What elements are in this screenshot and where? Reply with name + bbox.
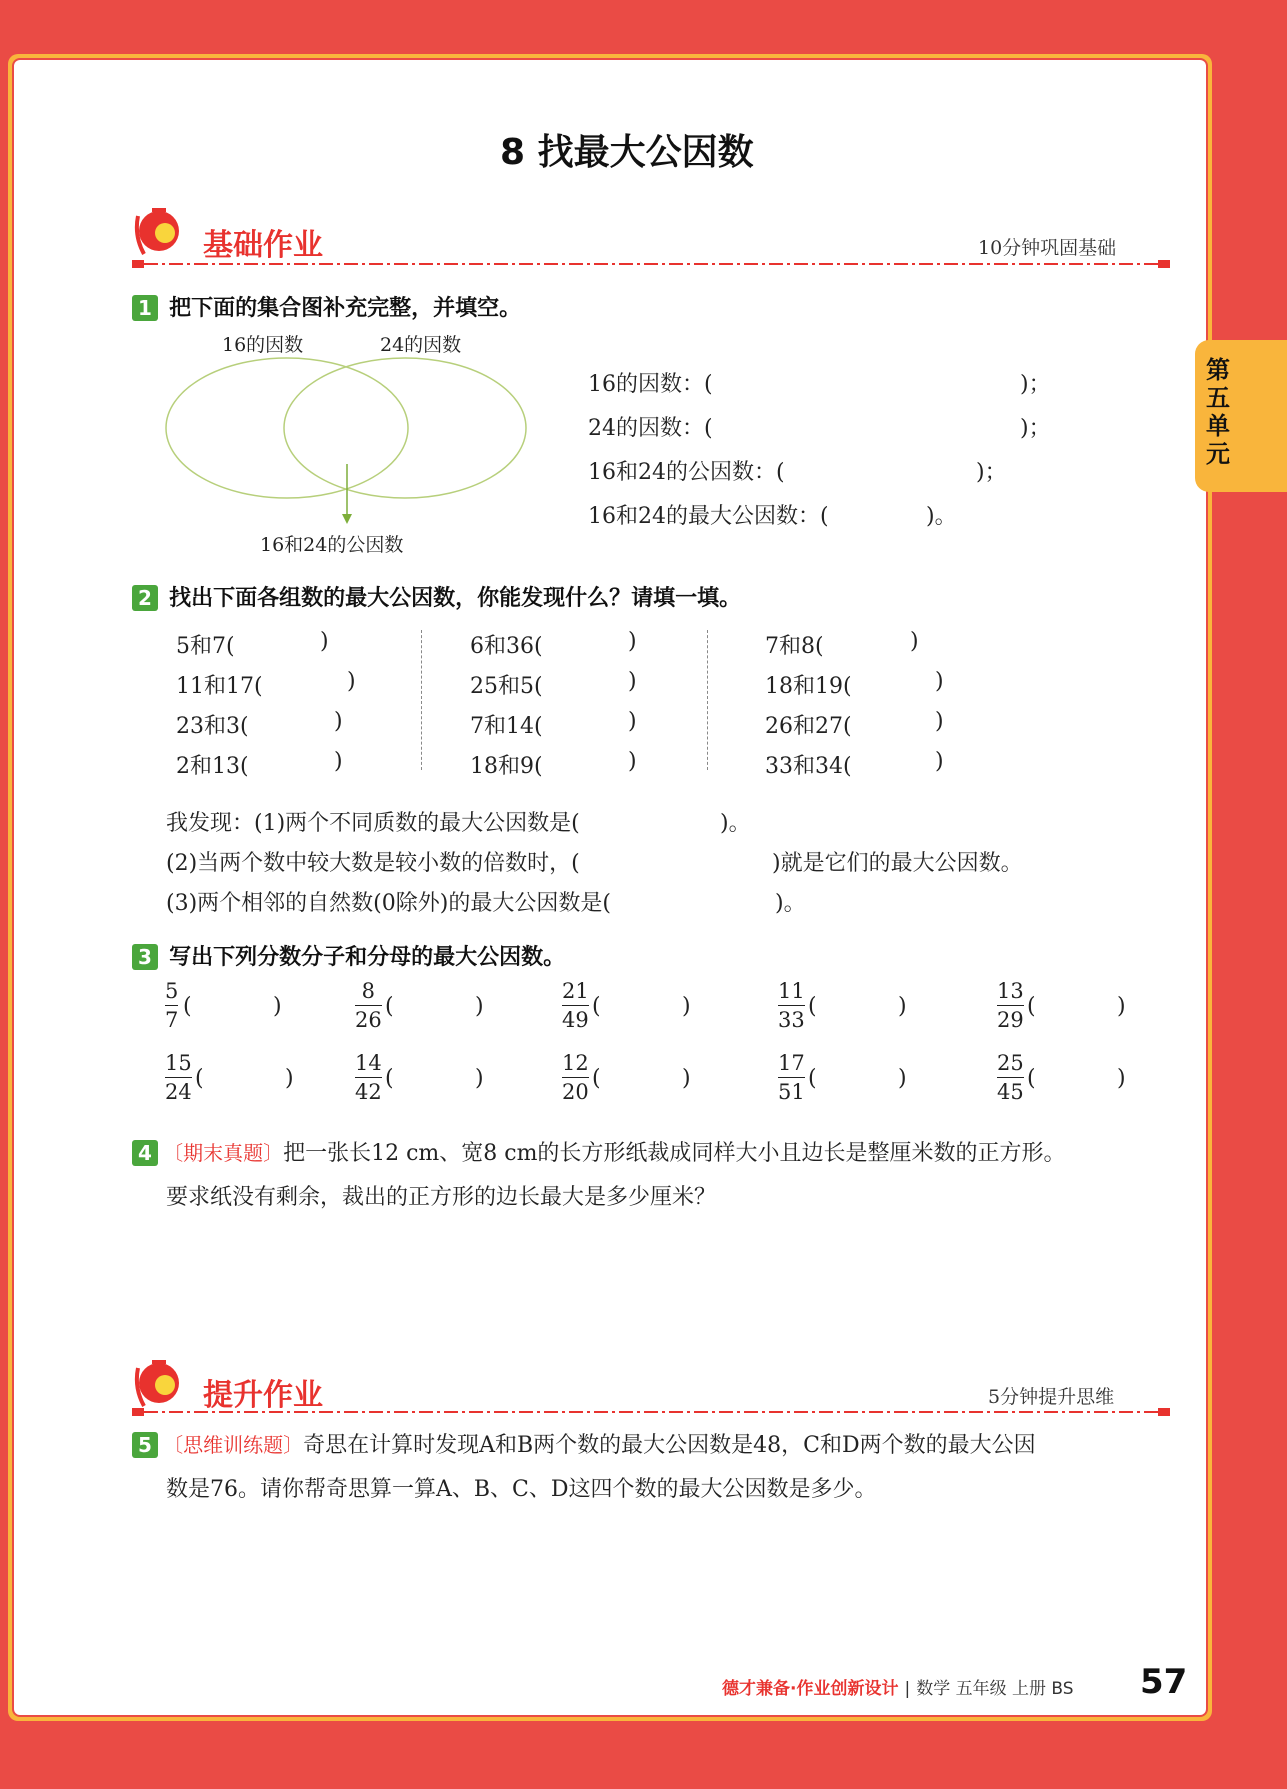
q2-c1-r1: 5和7( — [176, 634, 235, 659]
fraction — [562, 1050, 589, 1105]
answer-paren-close: ) — [1117, 1066, 1126, 1091]
q2-finding-3-end: )。 — [775, 891, 806, 916]
answer-paren-close: ) — [273, 994, 282, 1019]
q2-c2-r4-close: ) — [628, 749, 637, 774]
fraction-bar — [778, 1077, 805, 1078]
q2-c3-r2: 18和19( — [765, 674, 852, 699]
q2-c3-r3: 26和27( — [765, 714, 852, 739]
answer-paren-open: ( — [592, 1066, 601, 1091]
q2-c3-r4-close: ) — [935, 749, 944, 774]
fraction-numerator: 12 — [562, 1051, 589, 1075]
q4-line-1: 把一张长12 cm、宽8 cm的长方形纸裁成同样大小且边长是整厘米数的正方形。 — [283, 1141, 1066, 1166]
unit-side-tab — [1195, 340, 1287, 492]
q4-tag: 〔期末真题〕 — [163, 1141, 284, 1165]
fraction — [997, 1050, 1024, 1105]
q2-c3-r1: 7和8( — [765, 634, 824, 659]
q2-c1-r2: 11和17( — [176, 674, 263, 699]
q2-c1-r4: 2和13( — [176, 754, 249, 779]
fraction — [355, 978, 382, 1033]
answer-paren-close: ) — [682, 994, 691, 1019]
fraction-denominator: 45 — [997, 1080, 1024, 1104]
answer-paren-open: ( — [385, 1066, 394, 1091]
q5-line-1: 奇思在计算时发现A和B两个数的最大公因数是48，C和D两个数的最大公因 — [303, 1433, 1036, 1458]
q2 — [132, 581, 741, 612]
q2-c2-r2: 25和5( — [470, 674, 543, 699]
q1-line-4: 16和24的最大公因数：( — [588, 504, 829, 529]
q2-divider-1 — [421, 630, 422, 770]
q2-c2-r1-close: ) — [628, 629, 637, 654]
footer-subject: 数学 五年级 上册 BS — [916, 1679, 1074, 1699]
q4-line-2: 要求纸没有剩余，裁出的正方形的边长最大是多少厘米？ — [166, 1185, 717, 1210]
q1-line-3: 16和24的公因数：( — [588, 460, 785, 485]
fraction — [562, 978, 589, 1033]
fraction-denominator: 51 — [778, 1080, 805, 1104]
fraction-bar — [997, 1005, 1024, 1006]
section-divider-2 — [132, 1406, 1172, 1418]
q2-c3-r2-close: ) — [935, 669, 944, 694]
q2-c3-r4: 33和34( — [765, 754, 852, 779]
q4 — [132, 1136, 1065, 1167]
fraction-numerator: 25 — [997, 1051, 1024, 1075]
fraction-numerator: 11 — [778, 979, 805, 1003]
fraction — [165, 978, 178, 1033]
q2-c1-r3-close: ) — [334, 709, 343, 734]
fraction-numerator: 14 — [355, 1051, 382, 1075]
answer-paren-close: ) — [682, 1066, 691, 1091]
q1-line-1-end: )； — [1020, 372, 1051, 397]
q2-finding-1-end: )。 — [720, 811, 751, 836]
q2-finding-3: (3)两个相邻的自然数(0除外)的最大公因数是( — [166, 891, 611, 916]
fraction — [997, 978, 1024, 1033]
section-basic-note: 10分钟巩固基础 — [978, 237, 1117, 259]
answer-paren-open: ( — [592, 994, 601, 1019]
venn-label-16: 16的因数 — [222, 334, 304, 356]
fraction-denominator: 7 — [165, 1008, 179, 1032]
fraction-denominator: 42 — [355, 1080, 382, 1104]
q2-c2-r2-close: ) — [628, 669, 637, 694]
answer-paren-open: ( — [183, 994, 192, 1019]
q1-line-1: 16的因数：( — [588, 372, 713, 397]
section-advanced-note: 5分钟提升思维 — [988, 1386, 1115, 1408]
lantern-icon-2 — [132, 1358, 188, 1412]
q2-c2-r1: 6和36( — [470, 634, 543, 659]
q1-text: 把下面的集合图补充完整，并填空。 — [169, 296, 522, 321]
fraction-bar — [997, 1077, 1024, 1078]
q2-c3-r3-close: ) — [935, 709, 944, 734]
q5-tag: 〔思维训练题〕 — [163, 1433, 304, 1457]
q1 — [132, 291, 521, 322]
footer: 德才兼备·作业创新设计 | 数学 五年级 上册 BS — [722, 1679, 1074, 1699]
q3-number: 3 — [132, 944, 158, 970]
lantern-icon — [132, 206, 188, 260]
footer-brand: 德才兼备·作业创新设计 — [722, 1679, 899, 1699]
fraction-numerator: 13 — [997, 979, 1024, 1003]
fraction-denominator: 24 — [165, 1080, 192, 1104]
fraction — [165, 1050, 192, 1105]
fraction-bar — [165, 1077, 192, 1078]
fraction — [778, 978, 805, 1033]
q4-number: 4 — [132, 1140, 158, 1166]
answer-paren-open: ( — [808, 994, 817, 1019]
q3-text: 写出下列分数分子和分母的最大公因数。 — [169, 945, 566, 970]
q5-line-2: 数是76。请你帮奇思算一算A、B、C、D这四个数的最大公因数是多少。 — [166, 1477, 877, 1502]
q2-c2-r4: 18和9( — [470, 754, 543, 779]
answer-paren-close: ) — [475, 994, 484, 1019]
q1-line-2-end: )； — [1020, 416, 1051, 441]
fraction-bar — [165, 1005, 178, 1006]
q2-number: 2 — [132, 585, 158, 611]
fraction-denominator: 49 — [562, 1008, 589, 1032]
q1-number: 1 — [132, 295, 158, 321]
q2-c1-r3: 23和3( — [176, 714, 249, 739]
q2-finding-2: (2)当两个数中较大数是较小数的倍数时，( — [166, 851, 580, 876]
fraction-numerator: 21 — [562, 979, 589, 1003]
answer-paren-open: ( — [808, 1066, 817, 1091]
q1-line-3-end: )； — [976, 460, 1007, 485]
q5-number: 5 — [132, 1432, 158, 1458]
q2-divider-2 — [707, 630, 708, 770]
venn-label-24: 24的因数 — [380, 334, 462, 356]
q2-c1-r4-close: ) — [334, 749, 343, 774]
answer-paren-open: ( — [1027, 1066, 1036, 1091]
fraction-bar — [562, 1077, 589, 1078]
section-basic-title: 基础作业 — [203, 228, 323, 263]
fraction-bar — [355, 1077, 382, 1078]
answer-paren-open: ( — [385, 994, 394, 1019]
fraction-numerator: 8 — [361, 979, 376, 1003]
answer-paren-close: ) — [1117, 994, 1126, 1019]
q2-text: 找出下面各组数的最大公因数，你能发现什么？请填一填。 — [169, 586, 742, 611]
page-number: 57 — [1140, 1662, 1188, 1702]
q2-c2-r3-close: ) — [628, 709, 637, 734]
answer-paren-open: ( — [1027, 994, 1036, 1019]
q2-c1-r1-close: ) — [320, 629, 329, 654]
fraction-bar — [562, 1005, 589, 1006]
answer-paren-close: ) — [898, 994, 907, 1019]
fraction-numerator: 17 — [778, 1051, 805, 1075]
answer-paren-close: ) — [475, 1066, 484, 1091]
q2-c3-r1-close: ) — [910, 629, 919, 654]
answer-paren-open: ( — [195, 1066, 204, 1091]
fraction — [778, 1050, 805, 1105]
q3 — [132, 940, 565, 971]
section-divider — [132, 258, 1172, 270]
q2-c2-r3: 7和14( — [470, 714, 543, 739]
q2-c1-r2-close: ) — [347, 669, 356, 694]
q1-line-4-end: )。 — [926, 504, 957, 529]
q1-line-2: 24的因数：( — [588, 416, 713, 441]
venn-label-common: 16和24的公因数 — [260, 534, 404, 556]
fraction — [355, 1050, 382, 1105]
unit-side-tab-label: 第五单元 — [1206, 356, 1230, 468]
fraction-numerator: 15 — [165, 1051, 192, 1075]
fraction-denominator: 20 — [562, 1080, 589, 1104]
section-advanced-title: 提升作业 — [203, 1378, 323, 1413]
fraction-denominator: 29 — [997, 1008, 1024, 1032]
q2-finding-1: 我发现：(1)两个不同质数的最大公因数是( — [166, 811, 580, 836]
answer-paren-close: ) — [898, 1066, 907, 1091]
fraction-denominator: 33 — [778, 1008, 805, 1032]
fraction-bar — [778, 1005, 805, 1006]
fraction-denominator: 26 — [355, 1008, 382, 1032]
answer-paren-close: ) — [285, 1066, 294, 1091]
q5 — [132, 1428, 1036, 1459]
fraction-numerator: 5 — [165, 979, 179, 1003]
page-title: 8 找最大公因数 — [500, 132, 754, 173]
q2-finding-2-end: )就是它们的最大公因数。 — [772, 851, 1023, 876]
fraction-bar — [355, 1005, 382, 1006]
venn-diagram — [160, 352, 540, 532]
